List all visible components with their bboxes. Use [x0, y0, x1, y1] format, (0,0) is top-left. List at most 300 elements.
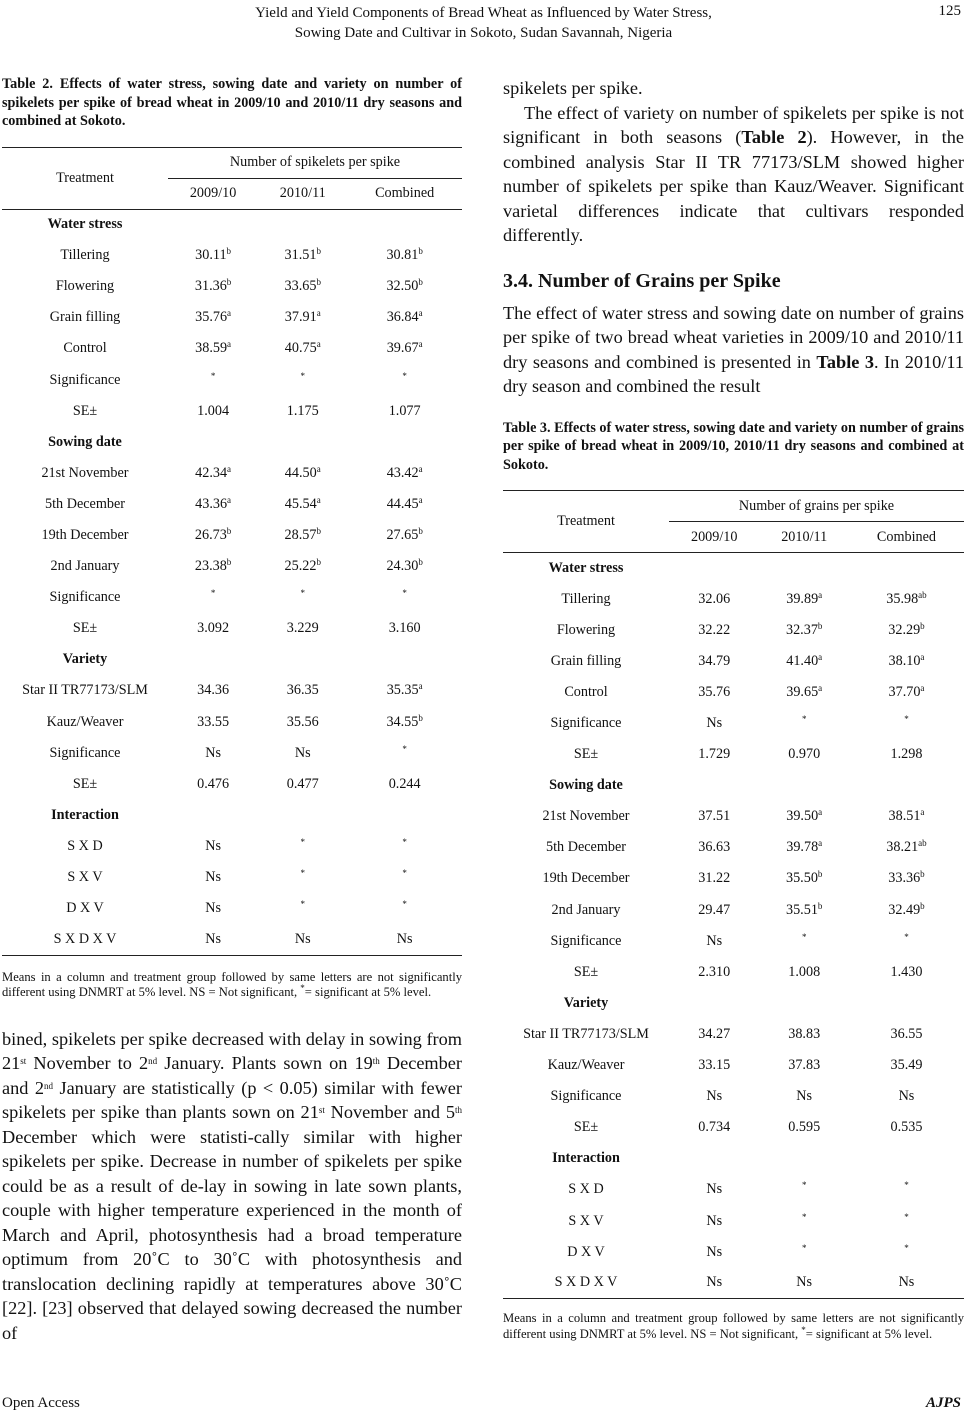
table3-empty-cell [759, 1143, 848, 1174]
table3-row-label: 2nd January [551, 901, 621, 918]
table3 [503, 490, 964, 1299]
table3-cell-value: 0.734 [698, 1119, 731, 1136]
table3-cell-value: Ns [706, 1212, 723, 1229]
table2-cell-value: Ns [205, 900, 221, 917]
table2-cell [168, 675, 258, 706]
table2-cell [258, 364, 347, 395]
table3-cell-value: Ns [898, 1274, 915, 1291]
table3-cell-value: 35.50 [785, 870, 818, 887]
table2-empty-cell [258, 800, 347, 831]
right-body-text [503, 76, 964, 248]
table3-body [503, 553, 964, 1299]
table3-row-label: Kauz/Weaver [547, 1057, 625, 1074]
table3-col-2009: 2009/10 [690, 528, 738, 545]
table2 [2, 147, 462, 956]
table2-cell [168, 489, 258, 520]
table2-cell [168, 582, 258, 613]
table3-cell-value: Ns [706, 1274, 723, 1291]
table2-cell-superscript: a [418, 494, 423, 505]
table2-cell-value: 40.75 [284, 340, 317, 357]
table3-cell [759, 615, 848, 646]
table3-cell-value: 38.10 [888, 652, 921, 669]
table2-cell-value: 25.22 [284, 558, 317, 575]
table2-row-label: Control [63, 340, 107, 357]
table2-cell-superscript: b [418, 557, 423, 568]
table2-row [2, 271, 462, 302]
table3-cell [669, 1019, 759, 1050]
table2-cell-superscript: b [226, 557, 232, 568]
table2-row-label: Significance [49, 589, 121, 606]
table2-cell [168, 551, 258, 582]
table3-cell-value: 1.008 [788, 963, 821, 980]
table2-row-label: Flowering [55, 278, 115, 295]
table3-row-label: S X D [568, 1181, 604, 1198]
table3-row-label: Flowering [556, 621, 616, 638]
table2-row-label: S X V [67, 869, 103, 886]
table3-cell [669, 1112, 759, 1143]
right-column [503, 76, 964, 1342]
table3-cell-superscript: b [920, 620, 925, 631]
table3-cell [669, 926, 759, 957]
table2-row-label: Kauz/Weaver [46, 713, 124, 730]
table3-cell [849, 926, 964, 957]
table3-cell-value: Ns [796, 1088, 813, 1105]
table2-cell [258, 302, 347, 333]
table2-row [2, 862, 462, 893]
table2-empty-cell [347, 800, 462, 831]
table2-cell-value: 34.55 [386, 713, 419, 730]
table2-cell [168, 458, 258, 489]
table3-empty-cell [759, 770, 848, 801]
table3-cell [849, 957, 964, 988]
table3-cell-value: 33.15 [698, 1057, 731, 1074]
table2-cell [168, 707, 258, 738]
table3-cell-superscript: a [818, 651, 823, 662]
table2-cell-value: Ns [294, 930, 311, 947]
table3-cell [849, 1050, 964, 1081]
table3-cell [849, 801, 964, 832]
table2-row [2, 924, 462, 955]
table2-cell [168, 364, 258, 395]
table3-group-label: Sowing date [549, 777, 623, 794]
table3-cell-value: 32.49 [888, 901, 921, 918]
table2-cell-superscript: a [316, 339, 321, 350]
table3-cell [669, 895, 759, 926]
table2-cell [347, 707, 462, 738]
table3-cell [849, 1019, 964, 1050]
table2-cell-superscript: a [418, 681, 423, 692]
table3-cell-superscript: ab [918, 589, 927, 600]
table3-cell [669, 801, 759, 832]
left-body-text: bined, spikelets per spike decreased with delay in sowing from 21st November to 2nd January. Plants sown on 19th December and 2nd January are statistically (p < 0.05) similar with fewer spikelets per spike than plants sown on 21st November and 5th December which were statisti-cally similar with higher spikelets per spike. Decrease in number of spikelets per spike could be as a result of de-lay in sowing in late sown plants, couple with higher temperature experienced in the month of March and April, photosynthesis had a broad temperature optimum from 20˚C to 30˚C with photosynthesis and translocation declining rapidly at temperatures above 30˚C [22]. [23] observed that delayed sowing decreased the number of [2, 1028, 462, 1343]
right-body-p2: The effect of water stress and sowing date on number of grains per spike of two bread wheat varieties in 2009/10 and 2010/11 dry seasons and combined is presented in Table 3. In 2010/11 dry season and combined the result [503, 302, 964, 396]
table2-row [2, 458, 462, 489]
table2-cell [347, 831, 462, 862]
table3-caption: Table 3. Effects of water stress, sowing date and variety on number of grains per spike of bread wheat in 2009/10, 2010/11 dry seasons and combined at Sokoto. [503, 419, 964, 473]
table3-cell-value: Ns [898, 1088, 915, 1105]
page-number: 125 [938, 3, 961, 19]
table3-cell [849, 615, 964, 646]
table3-empty-cell [759, 988, 848, 1019]
table2-cell [347, 924, 462, 955]
table2-empty-cell [258, 427, 347, 458]
table2-cell-value: 42.34 [195, 464, 228, 481]
footer-open-access: Open Access [2, 1395, 80, 1411]
table2-cell-superscript: b [226, 246, 232, 257]
table2-cell [258, 862, 347, 893]
table3-cell [849, 1081, 964, 1112]
table2-cell [347, 333, 462, 364]
table2-row [2, 364, 462, 395]
table2-cell-value: 45.54 [284, 495, 317, 512]
table3-empty-cell [669, 988, 759, 1019]
table3-cell [849, 646, 964, 677]
table2-row [2, 551, 462, 582]
table2-cell-value: 31.36 [194, 278, 227, 295]
table3-cell [759, 801, 848, 832]
table2-cell-superscript: * [300, 899, 305, 910]
table3-cell-value: 0.535 [890, 1119, 923, 1136]
table2-cell [258, 707, 347, 738]
table2-group-label: Interaction [51, 806, 119, 823]
table2-cell-superscript: * [300, 836, 305, 847]
table2-cell-superscript: b [418, 246, 423, 257]
table3-cell [759, 1205, 848, 1236]
table2-cell [168, 862, 258, 893]
table2-cell [347, 551, 462, 582]
table2-cell-superscript: a [227, 463, 232, 474]
table2-empty-cell [347, 209, 462, 240]
table2-body [2, 209, 462, 955]
table2-row-label: Grain filling [49, 309, 121, 326]
table2-cell [347, 862, 462, 893]
table3-cell-value: 39.89 [786, 590, 819, 607]
table2-row [2, 831, 462, 862]
table3-row [503, 708, 964, 739]
table3-empty-cell [849, 988, 964, 1019]
table3-empty-cell [849, 553, 964, 584]
table3-cell-value: 32.06 [698, 590, 731, 607]
table2-cell [347, 271, 462, 302]
table2-empty-cell [168, 427, 258, 458]
table3-cell [849, 677, 964, 708]
table2-cell-value: 1.077 [388, 402, 421, 419]
table3-group-label: Interaction [552, 1150, 620, 1167]
table3-cell [669, 739, 759, 770]
table3-cell [759, 1019, 848, 1050]
table2-cell [168, 302, 258, 333]
table2-row [2, 209, 462, 240]
table2-cell-superscript: b [316, 246, 321, 257]
table3-cell-value: 32.37 [785, 621, 818, 638]
table3-cell-superscript: * [801, 1211, 807, 1222]
table3-cell-value: 37.83 [788, 1057, 821, 1074]
table2-cell [258, 613, 347, 644]
table2-cell [168, 893, 258, 924]
table3-cell-value: 32.22 [698, 621, 731, 638]
table3-cell-value: 1.729 [698, 746, 731, 763]
table2-cell [258, 675, 347, 706]
table2-row-label: SE± [72, 775, 98, 792]
table2-col-2009: 2009/10 [189, 185, 237, 201]
table2-cell [258, 520, 347, 551]
table2-cell-superscript: a [316, 463, 321, 474]
table3-cell-superscript: * [801, 714, 807, 725]
table2-cell [347, 675, 462, 706]
footer-journal: AJPS [925, 1395, 961, 1411]
table3-cell-value: 35.76 [698, 683, 731, 700]
table3-row [503, 646, 964, 677]
table2-cell-superscript: a [418, 308, 423, 319]
table3-cell-value: 1.298 [890, 746, 923, 763]
table3-row-label: 5th December [546, 839, 626, 856]
table2-cell [258, 333, 347, 364]
table2-cell [168, 831, 258, 862]
table3-row [503, 615, 964, 646]
table2-cell-superscript: b [418, 525, 423, 536]
table2-row-label: SE± [72, 620, 98, 637]
table3-group-header: Number of grains per spike [669, 491, 964, 522]
table3-cell [759, 584, 848, 615]
table3-cell-superscript: b [817, 900, 823, 911]
table3-cell-value: 35.51 [785, 901, 818, 918]
table2-row [2, 738, 462, 769]
table3-cell-value: 0.970 [788, 746, 821, 763]
right-body-p0: spikelets per spike. [503, 78, 643, 98]
table2-cell-superscript: b [316, 525, 321, 536]
table2-cell-value: 0.476 [197, 775, 230, 792]
table3-cell [759, 1112, 848, 1143]
table3-cell [759, 957, 848, 988]
table2-row [2, 427, 462, 458]
table3-cell [849, 1174, 964, 1205]
table3-cell [759, 677, 848, 708]
table3-row-label: 21st November [542, 808, 630, 825]
table3-cell-superscript: * [801, 1180, 807, 1191]
table2-row-label: D X V [66, 900, 104, 917]
table2-row [2, 240, 462, 271]
table3-cell [669, 677, 759, 708]
table3-cell-superscript: a [920, 682, 925, 693]
table2-cell-value: 34.36 [197, 682, 230, 699]
table2-empty-cell [258, 209, 347, 240]
table2-cell-value: 23.38 [194, 558, 227, 575]
table2-cell-superscript: * [300, 588, 305, 599]
table2-row-label: Significance [49, 744, 121, 761]
table2-cell [168, 769, 258, 800]
table2-cell [347, 302, 462, 333]
table3-row-label: S X V [568, 1212, 604, 1229]
table3-col-combined: Combined [876, 528, 937, 545]
table3-cell-superscript: a [818, 682, 823, 693]
table2-group-label: Water stress [47, 216, 123, 233]
table3-cell-value: 35.49 [890, 1057, 923, 1074]
table3-footnote-text-end: = significant at 5% level. [805, 1326, 933, 1341]
table2-cell-value: 26.73 [194, 526, 227, 543]
table3-cell [669, 1268, 759, 1299]
table3-row [503, 1050, 964, 1081]
table3-cell [669, 1081, 759, 1112]
table2-cell [347, 520, 462, 551]
table2-cell-superscript: b [418, 277, 423, 288]
table2-cell-value: 3.160 [388, 620, 421, 637]
table2-cell-superscript: * [402, 868, 407, 879]
table2-row [2, 302, 462, 333]
table2-cell [347, 893, 462, 924]
table3-row [503, 895, 964, 926]
table3-cell [669, 1205, 759, 1236]
table2-cell-value: Ns [205, 869, 221, 886]
table2-cell-superscript: a [418, 339, 423, 350]
table2-row-label: S X D X V [53, 930, 117, 947]
table2-cell [168, 738, 258, 769]
table2-cell-value: 1.175 [286, 402, 319, 419]
table2-row-label: S X D [67, 837, 103, 854]
table3-row-label: Star II TR77173/SLM [523, 1025, 649, 1042]
table2-cell [258, 240, 347, 271]
table2-cell-superscript: b [226, 277, 232, 288]
table2-cell [347, 458, 462, 489]
table3-cell [849, 739, 964, 770]
table2-cell-value: 35.56 [286, 713, 319, 730]
table2-cell-value: 0.477 [286, 775, 319, 792]
table2-row [2, 333, 462, 364]
table2-cell-superscript: * [210, 588, 216, 599]
table2-cell-superscript: b [418, 712, 423, 723]
table2-cell [258, 271, 347, 302]
table3-cell [669, 1174, 759, 1205]
table2-cell-value: Ns [205, 930, 221, 947]
table2-cell-superscript: * [402, 743, 407, 754]
table2-cell [258, 831, 347, 862]
table3-cell [669, 1237, 759, 1268]
table3-cell [759, 926, 848, 957]
table3-cell [669, 957, 759, 988]
table3-cell [849, 1268, 964, 1299]
table3-footnote [503, 1311, 964, 1342]
table3-cell [759, 832, 848, 863]
table3-cell-superscript: a [920, 651, 925, 662]
table3-empty-cell [849, 1143, 964, 1174]
table2-cell [258, 458, 347, 489]
table2-footnote-star: * [300, 983, 305, 994]
table3-row [503, 770, 964, 801]
table2-cell [347, 489, 462, 520]
table2-cell-superscript: a [418, 463, 423, 474]
table3-empty-cell [669, 770, 759, 801]
table3-cell-superscript: a [818, 838, 823, 849]
table2-cell-superscript: * [402, 588, 407, 599]
table2-cell-superscript: * [300, 370, 305, 381]
table2-empty-cell [347, 427, 462, 458]
table3-cell-value: 34.79 [698, 652, 731, 669]
table3-row [503, 1174, 964, 1205]
table2-empty-cell [347, 644, 462, 675]
table3-footnote-star: * [801, 1324, 806, 1335]
table2-row-label: SE± [72, 402, 98, 419]
table3-cell [669, 646, 759, 677]
table2-empty-cell [168, 800, 258, 831]
table3-cell-superscript: ab [918, 838, 927, 849]
table2-group-header: Number of spikelets per spike [168, 147, 462, 178]
table3-row-label: Tillering [561, 590, 611, 607]
table2-cell [168, 613, 258, 644]
table3-cell [849, 1237, 964, 1268]
table2-empty-cell [168, 209, 258, 240]
running-header-line1: Yield and Yield Components of Bread Wheat as Influenced by Water Stress, [255, 5, 712, 21]
table3-row [503, 926, 964, 957]
table3-cell-value: Ns [706, 1243, 723, 1260]
table3-row [503, 677, 964, 708]
table2-cell-superscript: b [316, 277, 321, 288]
table2-caption: Table 2. Effects of water stress, sowing date and variety on number of spikelets per spike of bread wheat in 2009/10 and 2010/11 dry seasons and combined at Sokoto. [2, 76, 462, 129]
table3-cell [759, 1268, 848, 1299]
table3-cell [759, 863, 848, 894]
table3-cell-value: Ns [706, 1088, 723, 1105]
table2-group-label: Sowing date [48, 433, 122, 450]
table3-cell-value: 37.70 [888, 683, 921, 700]
table2-row [2, 644, 462, 675]
table3-row [503, 1205, 964, 1236]
table2-cell-superscript: b [316, 557, 321, 568]
table3-row [503, 1019, 964, 1050]
table3-group-label: Variety [563, 994, 609, 1011]
table2-cell-value: 43.42 [386, 464, 419, 481]
table3-row-label: Significance [550, 715, 622, 732]
table3-cell [759, 708, 848, 739]
table3-row-label: Significance [550, 1088, 622, 1105]
table3-cell-value: 39.65 [786, 683, 819, 700]
table3-cell [669, 832, 759, 863]
table3-cell-value: 36.55 [890, 1025, 923, 1042]
table2-row [2, 675, 462, 706]
table2-cell-value: 33.65 [284, 278, 317, 295]
table3-cell-superscript: b [817, 869, 823, 880]
table3-cell-value: Ns [706, 932, 723, 949]
table2-row [2, 893, 462, 924]
table3-row [503, 739, 964, 770]
table2-cell-superscript: * [402, 836, 407, 847]
table2-cell [347, 769, 462, 800]
table2-row [2, 800, 462, 831]
running-header-line2: Sowing Date and Cultivar in Sokoto, Sudan Savannah, Nigeria [294, 25, 673, 41]
table3-row-label: SE± [573, 746, 599, 763]
table3-cell [849, 832, 964, 863]
table2-cell [168, 333, 258, 364]
table2-row-label: 19th December [41, 526, 129, 543]
table3-cell-superscript: a [818, 807, 823, 818]
table3-row-label: 19th December [542, 870, 630, 887]
table3-row-label: Significance [550, 932, 622, 949]
table3-cell-value: 35.98 [886, 590, 919, 607]
table2-cell-value: 36.35 [286, 682, 319, 699]
table2-cell-value: 24.30 [386, 558, 419, 575]
table2-col-2010: 2010/11 [279, 185, 326, 201]
table3-cell [849, 1205, 964, 1236]
table2-row [2, 707, 462, 738]
table3-cell-superscript: b [920, 900, 925, 911]
table3-row-label: D X V [567, 1243, 605, 1260]
table3-cell [669, 708, 759, 739]
table3-cell [669, 584, 759, 615]
table2-cell-value: Ns [205, 837, 221, 854]
table2-row [2, 769, 462, 800]
table3-row [503, 1237, 964, 1268]
table2-cell [168, 396, 258, 427]
table2-cell-value: 37.91 [284, 309, 317, 326]
table3-row-label: SE± [573, 1119, 599, 1136]
table3-cell [669, 863, 759, 894]
